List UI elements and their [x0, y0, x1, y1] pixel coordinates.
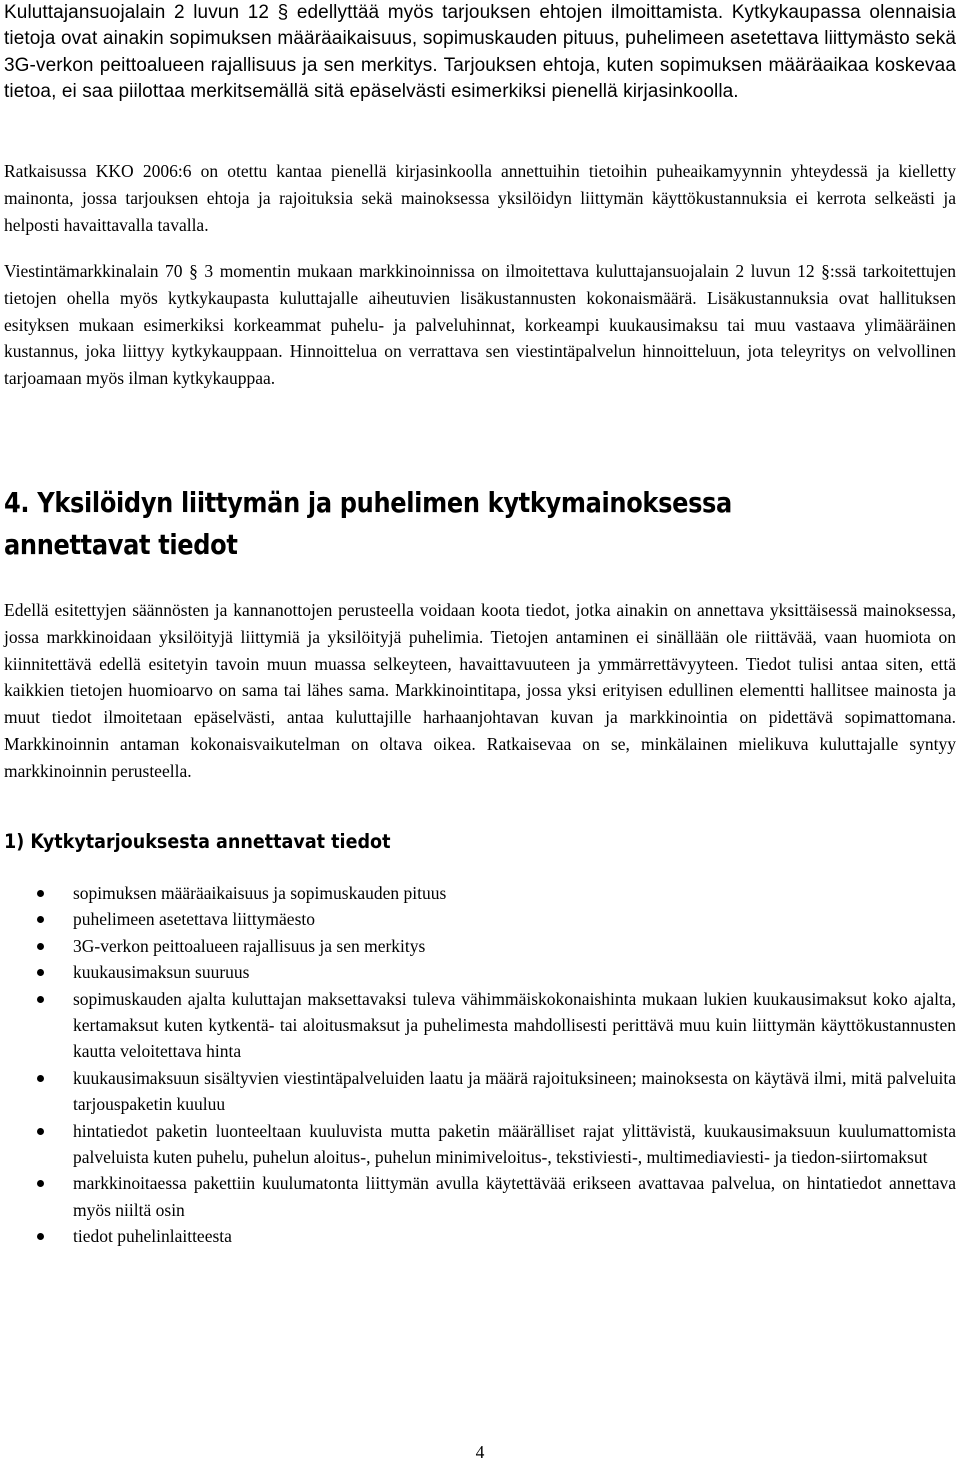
- list-item-text: puhelimeen asetettava liittymäesto: [73, 909, 316, 930]
- list-item: [0, 986, 956, 1065]
- list-item: [0, 1118, 956, 1171]
- list-item-text: sopimuksen määräaikaisuus ja sopimuskauden pituus: [73, 883, 447, 903]
- list-item-text: markkinoitaessa pakettiin kuulumatonta liittymän avulla käytettävää erikseen avattavaa palvelua, on hintatiedot annettava myös niiltä osin: [73, 1173, 956, 1220]
- page-number: 4: [475, 1442, 485, 1462]
- intro-paragraph: Kuluttajansuojalain 2 luvun 12 § edellyttää myös tarjouksen ehtojen ilmoittamista. Kytkykaupassa olennaisia tietoja ovat ainakin sopimuksen määräaikaisuus, sopimuskauden pituus, puhelimeen asetettava liittymästo sekä 3G-verkon peittoalueen rajallisuus ja sen merkitys. Tarjouksen ehtoja, kuten sopimuksen määräaikaa koskevaa tietoa, ei saa piilottaa merkitsemällä sitä epäselvästi esimerkiksi pienellä kirjasinkoolla.: [4, 2, 956, 102]
- bullet-icon: [37, 916, 44, 923]
- bullet-icon: [37, 996, 44, 1003]
- list-item: [0, 959, 956, 985]
- list-item-text: kuukausimaksun suuruus: [73, 962, 250, 983]
- list-item: [0, 1223, 956, 1249]
- list-item: [0, 933, 956, 959]
- list-item-text: tiedot puhelinlaitteesta: [73, 1226, 232, 1247]
- list-item-text: sopimuskauden ajalta kuluttajan maksettavaksi tuleva vähimmäiskokonaishinta mukaan lukien kuukausimaksut koko ajalta, kertamaksut kuten kytkentä- tai aloitusmaksut ja puhelimesta mahdollisesti perittävä muu kuin liittymän käyttökustannusten kautta veloitettava hinta: [73, 988, 956, 1062]
- list-item-text: kuukausimaksuun sisältyvien viestintäpalveluiden laatu ja määrä rajoituksineen; mainoksesta on käytävä ilmi, mitä palveluita tarjouspaketin kuuluu: [73, 1067, 956, 1115]
- list-item: [0, 1170, 956, 1223]
- list-item: [0, 880, 956, 906]
- bullet-icon: [37, 969, 44, 976]
- viestintamarkkinalaki-paragraph: Viestintämarkkinalain 70 § 3 momentin mukaan markkinoinnissa on ilmoitettava kuluttajansuojalain 2 luvun 12 §:ssä tarkoitettujen tietojen ohella myös kytkykaupasta kuluttajalle aiheutuvien lisäkustannusten kokonaismäärä. Lisäkustannuksia ovat hallituksen esityksen mukaan esimerkiksi korkeammat puhelu- ja palveluhinnat, korkeampi kuukausimaksu tai muu vastaava ylimääräinen kustannus, joka liittyy kytkykauppaan. Hinnoittelua on verrattava sen viestintäpalvelun hinnoitteluun, jota teleyritys on velvollinen tarjoamaan myös ilman kytkykauppaa.: [4, 261, 956, 389]
- bullet-icon: [37, 943, 44, 950]
- list-item-text: 3G-verkon peittoalueen rajallisuus ja sen merkitys: [73, 935, 426, 956]
- bullet-icon: [37, 890, 44, 897]
- bullet-list: [0, 880, 956, 1250]
- bullet-icon: [37, 1233, 44, 1240]
- kko-paragraph: Ratkaisussa KKO 2006:6 on otettu kantaa pienellä kirjasinkoolla annettuihin tietoihin puheaikamyynnin yhteydessä ja kielletty mainonta, jossa tarjouksen ehtoja ja rajoituksia sekä mainoksessa yksilöidyn liittymän käyttökustannuksia ei kerrota selkeästi ja helposti havaittavalla tavalla.: [4, 161, 956, 235]
- bullet-icon: [37, 1128, 44, 1135]
- subsection-heading: 1) Kytkytarjouksesta annettavat tiedot: [4, 830, 391, 853]
- list-item: [0, 906, 956, 932]
- edella-paragraph: Edellä esitettyjen säännösten ja kannanottojen perusteella voidaan koota tiedot, jotka ainakin on annettava yksittäisessä mainoksessa, jossa markkinoidaan yksilöityjä liittymiä ja yksilöityjä puhelimia. Tietojen antaminen ei sinällään ole riittävää, vaan huomiota on kiinnitettävä edellä esitetyin tavoin muun muassa selkeyteen, havaittavuuteen ja ymmärrettävyyteen. Tiedot tulisi antaa siten, että kaikkien tietojen huomioarvo on sama tai lähes sama. Markkinointitapa, jossa yksi erityisen edullinen elementti hallitsee mainosta ja muut tiedot ilmoitetaan epäselvästi, antaa kuluttajille harhaanjohtavan kuvan ja markkinointia on pidettävä sopimattomana. Markkinoinnin antaman kokonaisvaikutelman on oltava oikea. Ratkaisevaa on se, minkälainen mielikuva kuluttajalle syntyy markkinoinnin perusteella.: [4, 600, 956, 781]
- bullet-icon: [37, 1180, 44, 1187]
- list-item: [0, 1065, 956, 1118]
- section-heading: 4. Yksilöidyn liittymän ja puhelimen kytkymainoksessa annettavat tiedot: [4, 486, 732, 561]
- list-item-text: hintatiedot paketin luonteeltaan kuuluvista mutta paketin määrälliset rajat ylittävistä, kuukausimaksuun kuulumattomista palveluista kuten puhelu, puhelun aloitus-, puhelun minimiveloitus-, tekstiviesti-, multimediaviesti- ja tiedon-siirtomaksut: [73, 1120, 956, 1168]
- bullet-icon: [37, 1075, 44, 1082]
